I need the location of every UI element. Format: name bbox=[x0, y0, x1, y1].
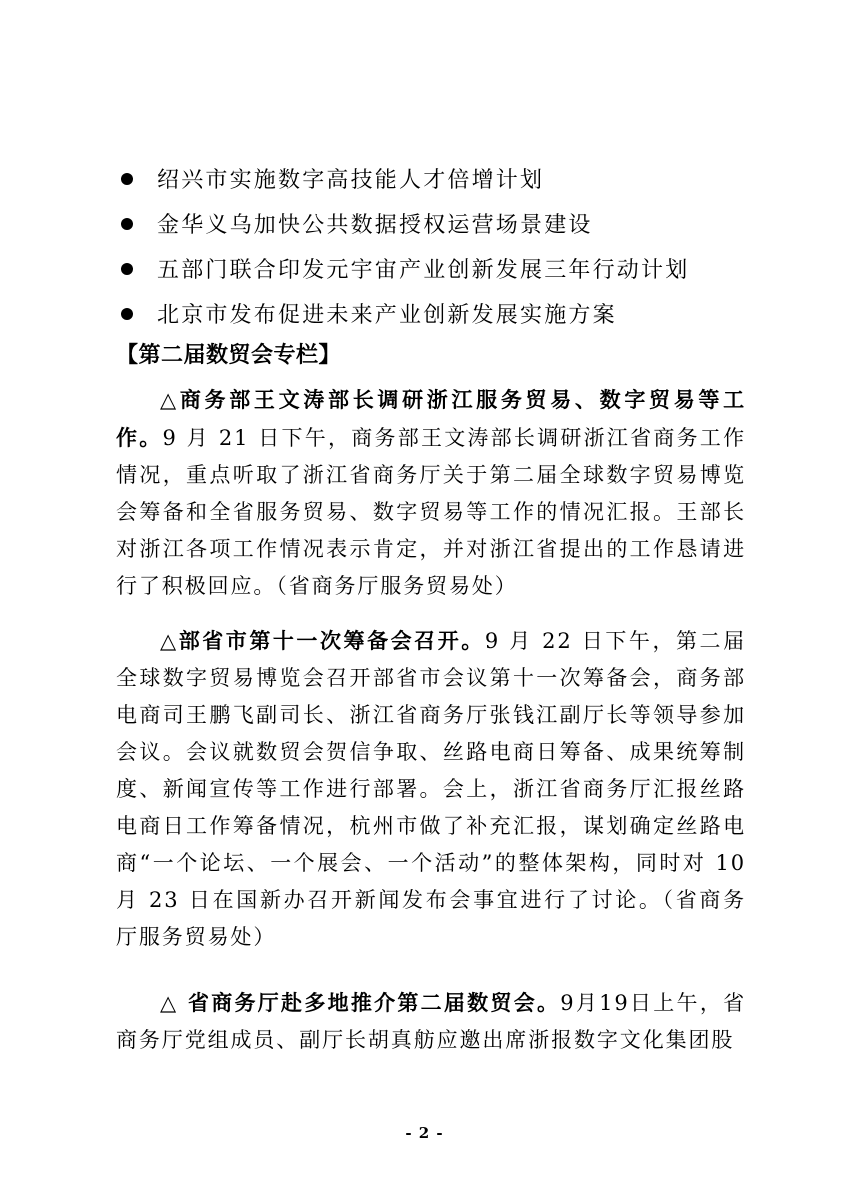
page-number: - 2 - bbox=[405, 1124, 444, 1142]
news-paragraph bbox=[116, 381, 746, 605]
paragraph-body: 9 月 21 日下午，商务部王文涛部长调研浙江省商务工作情况，重点听取了浙江省商务厅关于第二届全球数字贸易博览会筹备和全省服务贸易、数字贸易等工作的情况汇报。王部长对浙江各项工作情况表示肯定，并对浙江省提出的工作恳请进行了积极回应。（省商务厅服务贸易处） bbox=[116, 426, 746, 598]
bullet-text: 金华义乌加快公共数据授权运营场景建设 bbox=[157, 213, 593, 238]
bullet-item bbox=[117, 291, 757, 336]
bullet-item bbox=[117, 156, 757, 201]
bullet-dot-icon bbox=[121, 218, 133, 230]
bullet-text: 五部门联合印发元宇宙产业创新发展三年行动计划 bbox=[157, 258, 690, 283]
news-paragraph bbox=[116, 984, 746, 1059]
bullet-list bbox=[117, 156, 757, 336]
bullet-text: 北京市发布促进未来产业创新发展实施方案 bbox=[157, 303, 617, 328]
bullet-item bbox=[117, 201, 757, 246]
bullet-dot-icon bbox=[121, 308, 133, 320]
column-title: 【第二届数贸会专栏】 bbox=[116, 342, 342, 368]
bullet-item bbox=[117, 246, 757, 291]
bullet-dot-icon bbox=[121, 173, 133, 185]
paragraph-heading: △部省市第十一次筹备会召开。 bbox=[160, 628, 485, 653]
paragraph-body: 9月19日上午，省商务厅党组成员、副厅长胡真舫应邀出席浙报数字文化集团股 bbox=[116, 991, 746, 1052]
news-paragraph bbox=[116, 622, 746, 956]
paragraph-heading: △商务部王文涛部长调研浙江服务贸易、数字贸易等工作。 bbox=[116, 387, 746, 450]
paragraph-body: 9 月 22 日下午，第二届全球数字贸易博览会召开部省市会议第十一次筹备会，商务部电商司王鹏飞副司长、浙江省商务厅张钱江副厅长等领导参加会议。会议就数贸会贺信争取、丝路电商日筹备、成果统筹制度、新闻宣传等工作进行部署。会上，浙江省商务厅汇报丝路电商日工作筹备情况，杭州市做了补充汇报，谋划确定丝路电商“一个论坛、一个展会、一个活动”的整体架构，同时对 10 月 23 日在国新办召开新闻发布会事宜进行了讨论。（省商务厅服务贸易处） bbox=[116, 629, 746, 949]
paragraph-heading: △ 省商务厅赴多地推介第二届数贸会。 bbox=[160, 990, 561, 1015]
bullet-dot-icon bbox=[121, 263, 133, 275]
bullet-text: 绍兴市实施数字高技能人才倍增计划 bbox=[157, 168, 545, 193]
